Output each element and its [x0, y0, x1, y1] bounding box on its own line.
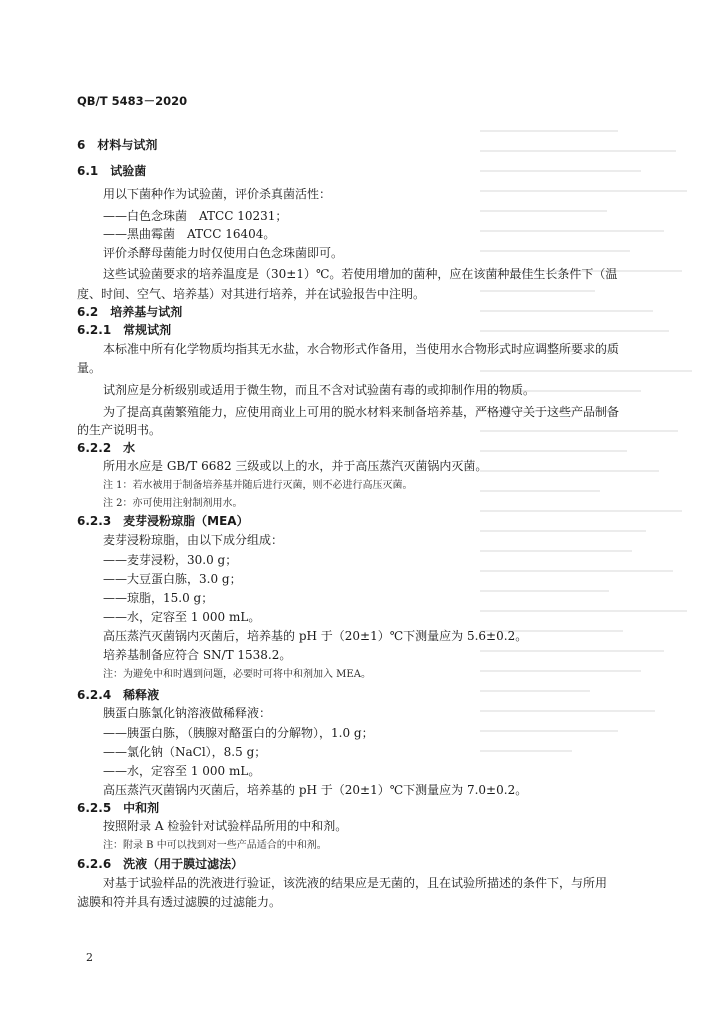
heading-section-6: 6 材料与试剂 — [77, 138, 158, 152]
heading-6-2: 6.2 培养基与试剂 — [77, 305, 183, 319]
paragraph-line: 麦芽浸粉琼脂，由以下成分组成： — [103, 533, 284, 547]
page-number: 2 — [86, 951, 93, 964]
paragraph-line: 对基于试验样品的洗液进行验证，该洗液的结果应是无菌的，且在试验所描述的条件下，与所用 — [103, 876, 608, 890]
paragraph-line: 高压蒸汽灭菌锅内灭菌后，培养基的 pH 于（20±1）℃下测量应为 5.6±0.2。 — [103, 629, 528, 643]
paragraph-line: 度、时间、空气、培养基）对其进行培养，并在试验报告中注明。 — [77, 287, 426, 301]
list-item: ——白色念珠菌 ATCC 10231； — [103, 209, 288, 223]
note-line: 注：附录 B 中可以找到对一些产品适合的中和剂。 — [103, 840, 327, 851]
list-item: ——胰蛋白胨，（胰腺对酪蛋白的分解物），1.0 g； — [103, 726, 374, 740]
paragraph-line: 按照附录 A 检验针对试验样品所用的中和剂。 — [103, 819, 348, 833]
list-item: ——麦芽浸粉，30.0 g； — [103, 553, 238, 567]
paragraph-line: 用以下菌种作为试验菌，评价杀真菌活性： — [103, 187, 332, 201]
note-line: 注：为避免中和时遇到问题，必要时可将中和剂加入 MEA。 — [103, 669, 371, 680]
paragraph-line: 这些试验菌要求的培养温度是（30±1）℃。若使用增加的菌种，应在该菌种最佳生长条件下（温 — [103, 267, 618, 281]
paragraph-line: 本标准中所有化学物质均指其无水盐，水合物形式作备用，当使用水合物形式时应调整所要求的质 — [103, 342, 620, 356]
list-item: ——琼脂，15.0 g； — [103, 591, 214, 605]
heading-6-1: 6.1 试验菌 — [77, 164, 147, 178]
list-item: ——大豆蛋白胨，3.0 g； — [103, 572, 242, 586]
heading-6-2-1: 6.2.1 常规试剂 — [77, 323, 172, 337]
paragraph-line: 量。 — [77, 361, 102, 375]
paragraph-line: 为了提高真菌繁殖能力，应使用商业上可用的脱水材料来制备培养基，严格遵守关于这些产品制备 — [103, 405, 620, 419]
note-line: 注 2：亦可使用注射制剂用水。 — [103, 498, 243, 509]
paragraph-line: 所用水应是 GB/T 6682 三级或以上的水，并于高压蒸汽灭菌锅内灭菌。 — [103, 459, 488, 473]
paragraph-line: 培养基制备应符合 SN/T 1538.2。 — [103, 648, 292, 662]
heading-6-2-2: 6.2.2 水 — [77, 441, 136, 455]
list-item: ——水，定容至 1 000 mL。 — [103, 610, 261, 624]
list-item: ——黑曲霉菌 ATCC 16404。 — [103, 227, 276, 241]
list-item: ——水，定容至 1 000 mL。 — [103, 764, 261, 778]
heading-6-2-5: 6.2.5 中和剂 — [77, 801, 160, 815]
list-item: ——氯化钠（NaCl），8.5 g； — [103, 745, 267, 759]
paragraph-line: 试剂应是分析级别或适用于微生物，而且不含对试验菌有毒的或抑制作用的物质。 — [103, 383, 536, 397]
note-line: 注 1：若水被用于制备培养基并随后进行灭菌，则不必进行高压灭菌。 — [103, 480, 413, 491]
bleed-through-text — [480, 130, 710, 890]
paragraph-line: 胰蛋白胨氯化钠溶液做稀释液： — [103, 706, 272, 720]
standard-number: QB/T 5483－2020 — [77, 94, 188, 108]
heading-6-2-4: 6.2.4 稀释液 — [77, 688, 160, 702]
paragraph-line: 滤膜和符并具有透过滤膜的过滤能力。 — [77, 895, 282, 909]
paragraph-line: 的生产说明书。 — [77, 423, 162, 437]
paragraph-line: 评价杀酵母菌能力时仅使用白色念珠菌即可。 — [103, 246, 344, 260]
paragraph-line: 高压蒸汽灭菌锅内灭菌后，培养基的 pH 于（20±1）℃下测量应为 7.0±0.2。 — [103, 783, 528, 797]
heading-6-2-3: 6.2.3 麦芽浸粉琼脂（MEA） — [77, 514, 249, 528]
heading-6-2-6: 6.2.6 洗液（用于膜过滤法） — [77, 857, 244, 871]
